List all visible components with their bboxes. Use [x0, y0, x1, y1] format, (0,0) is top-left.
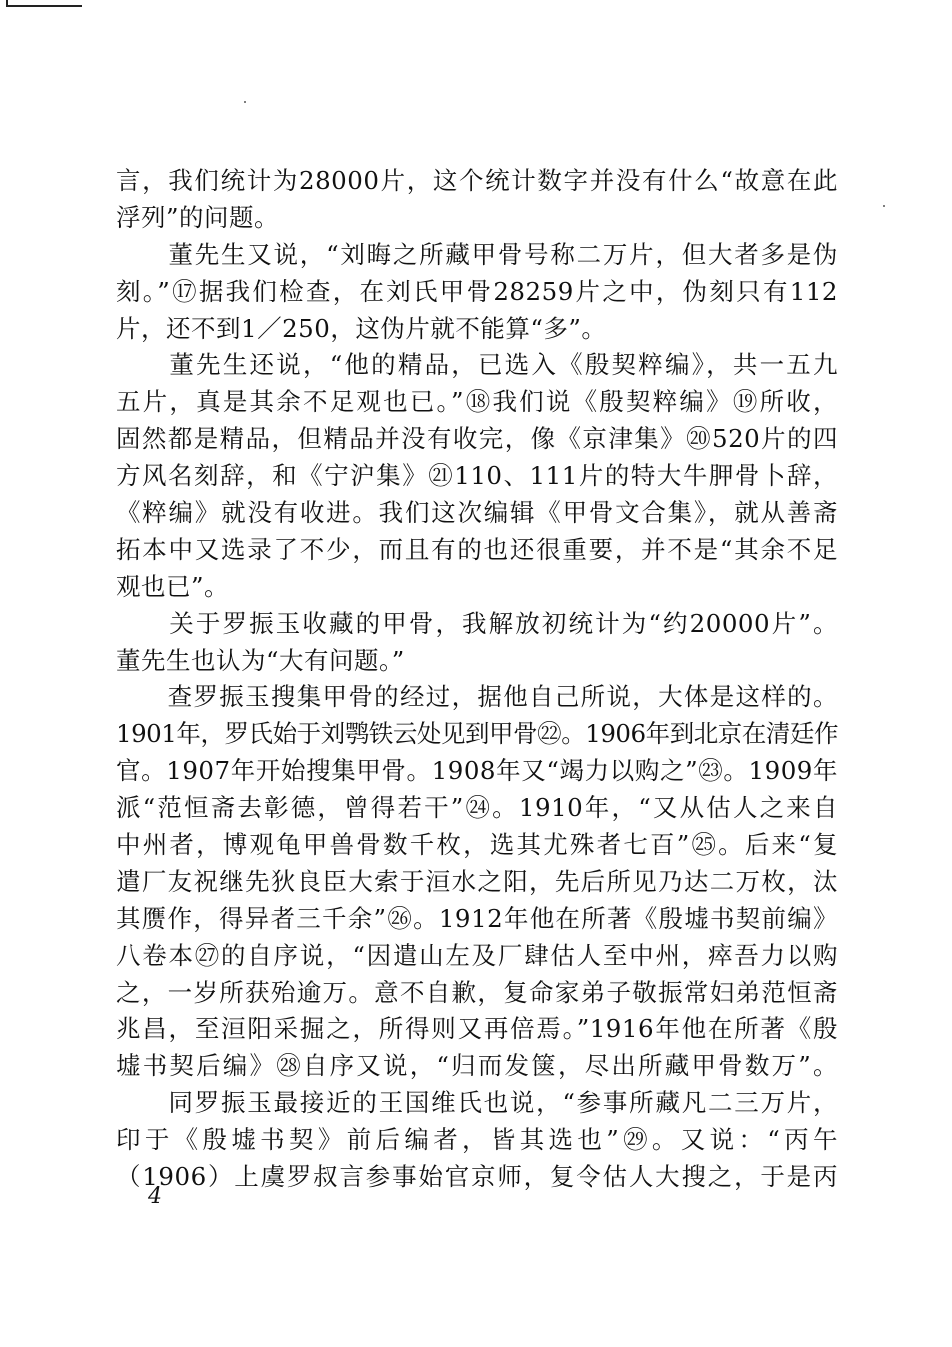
text-line: 片，还不到1／250，这伪片就不能算“多”。	[116, 313, 607, 343]
text-line: 官。1907年开始搜集甲骨。1908年又“竭力以购之”㉓。1909年	[116, 756, 838, 786]
text-line: 1901年，罗氏始于刘鹗铁云处见到甲骨㉒。1906年到北京在清廷作	[116, 719, 838, 749]
text-line: 中州者，博观龟甲兽骨数千枚，选其尤殊者七百”㉕。后来“复	[116, 830, 838, 860]
text-line: 其赝作，得异者三千余”㉖。1912年他在所著《殷墟书契前编》	[116, 903, 838, 933]
text-line: 《粹编》就没有收进。我们这次编辑《甲骨文合集》，就从善斋	[116, 498, 838, 528]
page-corner-mark	[6, 0, 82, 7]
text-line: 言，我们统计为28000片，这个统计数字并没有什么“故意在此	[116, 166, 838, 195]
text-line: 查罗振玉搜集甲骨的经过，据他自己所说，大体是这样的。	[116, 682, 838, 712]
scan-speck	[244, 101, 246, 103]
text-line: 浮列”的问题。	[116, 202, 280, 232]
text-line: 刻。”⑰据我们检查，在刘氏甲骨28259片之中，伪刻只有112	[116, 276, 838, 306]
text-line: 遣厂友祝继先狄良臣大索于洹水之阳，先后所见乃达二万枚，汰	[116, 866, 838, 896]
text-line: 八卷本㉗的自序说，“因遣山左及厂肆估人至中州，瘁吾力以购	[116, 940, 838, 970]
text-line: 墟书契后编》㉘自序又说，“归而发箧，尽出所藏甲骨数万”。	[116, 1051, 838, 1081]
body-text	[116, 163, 838, 1196]
text-line: 拓本中又选录了不少，而且有的也还很重要，并不是“其余不足	[116, 534, 838, 564]
scan-speck	[883, 205, 885, 207]
text-line: 董先生又说，“刘晦之所藏甲骨号称二万片，但大者多是伪	[116, 239, 838, 269]
text-line: 董先生还说，“他的精品，已选入《殷契粹编》，共一五九	[116, 350, 838, 380]
text-line: 五片，真是其余不足观也已。”⑱我们说《殷契粹编》⑲所收，	[116, 387, 838, 417]
text-line: 方风名刻辞，和《宁沪集》㉑110、111片的特大牛胛骨卜辞，	[116, 461, 838, 491]
text-line: 印于《殷墟书契》前后编者，皆其选也”㉙。又说：“丙午	[116, 1125, 838, 1155]
text-line: （1906）上虞罗叔言参事始官京师，复令估人大搜之，于是丙	[116, 1162, 838, 1192]
page-number: 4	[148, 1184, 162, 1209]
text-line: 兆昌，至洹阳采掘之，所得则又再倍焉。”1916年他在所著《殷	[116, 1014, 838, 1044]
text-line: 派“范恒斋去彰德，曾得若干”㉔。1910年，“又从估人之来自	[116, 793, 838, 823]
text-line: 关于罗振玉收藏的甲骨，我解放初统计为“约20000片”。	[116, 608, 838, 638]
text-line: 董先生也认为“大有问题。”	[116, 645, 405, 675]
text-line: 同罗振玉最接近的王国维氏也说，“参事所藏凡二三万片，	[116, 1088, 838, 1118]
text-line: 固然都是精品，但精品并没有收完，像《京津集》⑳520片的四	[116, 424, 838, 454]
text-line: 之，一岁所获殆逾万。意不自歉，复命家弟子敬振常妇弟范恒斋	[116, 977, 838, 1007]
text-line: 观也已”。	[116, 571, 230, 601]
